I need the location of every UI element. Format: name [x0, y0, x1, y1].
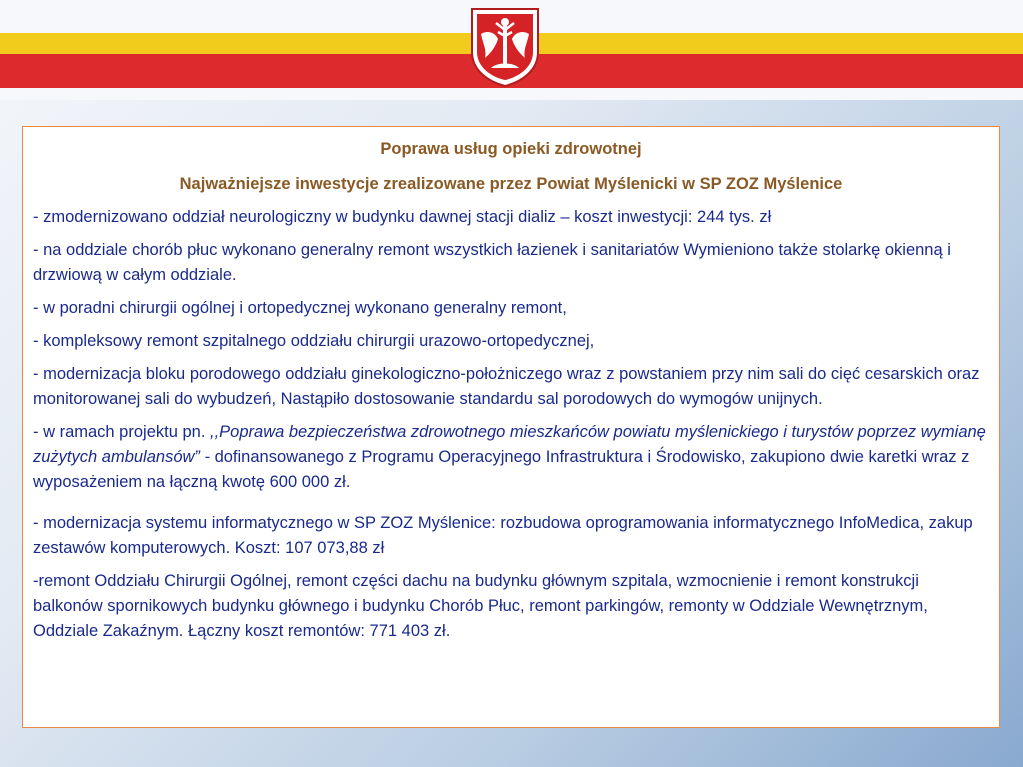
- page-title: Poprawa usług opieki zdrowotnej: [380, 140, 642, 158]
- list-item: -remont Oddziału Chirurgii Ogólnej, remont części dachu na budynku głównym szpitala, wzmocnienie i remont konstrukcji balkonów spornikowych budynku głównego i budynku Chorób Płuc, remont parkingów, remonty w Oddziale Wewnętrznym, Oddziale Zakaźnym. Łączny koszt remontów: 771 403 zł.: [33, 572, 928, 640]
- list-item: - zmodernizowano oddział neurologiczny w budynku dawnej stacji dializ – koszt inwestycji: 244 tys. zł: [33, 208, 772, 226]
- project-name: ,,Poprawa bezpieczeństwa zdrowotnego mieszkańców powiatu myślenickiego i turystów poprzez wymianę zużytych ambulansów” -: [33, 423, 986, 466]
- list-item: - w poradni chirurgii ogólnej i ortopedycznej wykonano generalny remont,: [33, 299, 567, 317]
- page-subtitle: Najważniejsze inwestycje zrealizowane przez Powiat Myślenicki w SP ZOZ Myślenice: [179, 175, 843, 193]
- project-suffix: dofinansowanego z Programu Operacyjnego Infrastruktura i Środowisko, zakupiono dwie karetki wraz z wyposażeniem na łączną kwotę 600 000 zł.: [33, 448, 970, 491]
- project-prefix: - w ramach projektu pn.: [33, 423, 210, 441]
- list-item: - modernizacja systemu informatycznego w SP ZOZ Myślenice: rozbudowa oprogramowania informatycznego InfoMedica, zakup zestawów komputerowych. Koszt: 107 073,88 zł: [33, 514, 973, 557]
- coat-of-arms-icon: [469, 6, 541, 88]
- list-item-project: [33, 420, 989, 495]
- content-panel: [22, 126, 1000, 728]
- list-item: - kompleksowy remont szpitalnego oddziału chirurgii urazowo-ortopedycznej,: [33, 332, 595, 350]
- list-item: - na oddziale chorób płuc wykonano generalny remont wszystkich łazienek i sanitariatów Wymieniono także stolarkę okienną i drzwiową w całym oddziale.: [33, 241, 951, 284]
- list-item: - modernizacja bloku porodowego oddziału ginekologiczno-położniczego wraz z powstaniem przy nim sali do cięć cesarskich oraz monitorowanej sali do wybudzeń, Nastąpiło dostosowanie standardu sal porodowych do wymogów unijnych.: [33, 365, 980, 408]
